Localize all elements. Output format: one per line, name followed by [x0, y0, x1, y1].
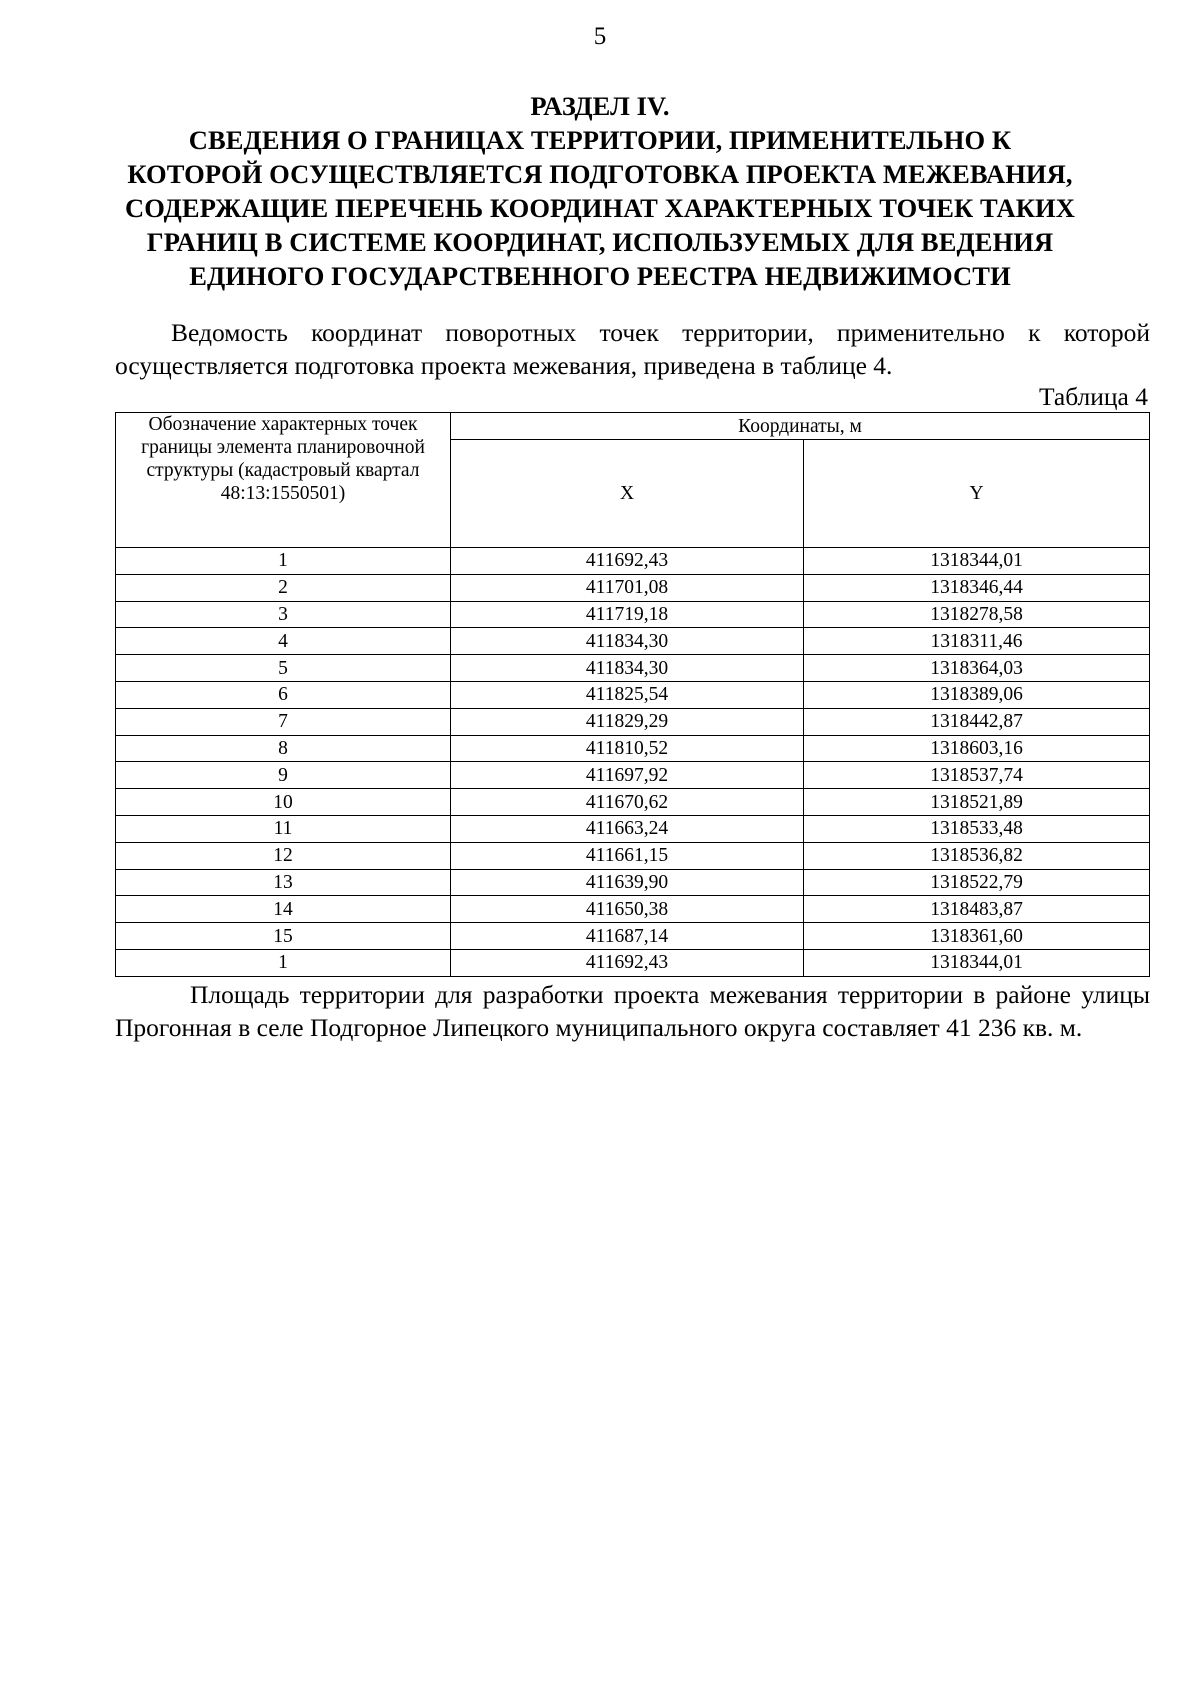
x-cell: 411834,30: [451, 655, 804, 682]
y-cell: 1318311,46: [804, 628, 1150, 655]
heading-line: СОДЕРЖАЩИЕ ПЕРЕЧЕНЬ КООРДИНАТ ХАРАКТЕРНЫХ ТОЧЕК ТАКИХ: [124, 193, 1076, 223]
point-cell: 1: [116, 548, 451, 575]
coordinates-table: [115, 412, 1150, 977]
y-cell: 1318536,82: [804, 842, 1150, 869]
x-cell: 411661,15: [451, 842, 804, 869]
table-row: [116, 735, 1150, 762]
point-cell: 7: [116, 708, 451, 735]
y-cell: 1318389,06: [804, 681, 1150, 708]
x-cell: 411692,43: [451, 548, 804, 575]
point-cell: 14: [116, 896, 451, 923]
x-cell: 411670,62: [451, 789, 804, 816]
x-cell: 411834,30: [451, 628, 804, 655]
point-cell: 10: [116, 789, 451, 816]
table-row: [116, 789, 1150, 816]
x-cell: 411663,24: [451, 815, 804, 842]
table-row: [116, 815, 1150, 842]
page-number: 5: [593, 23, 607, 50]
x-cell: 411650,38: [451, 896, 804, 923]
x-cell: 411639,90: [451, 869, 804, 896]
table-caption: Таблица 4: [1038, 382, 1148, 411]
table-row: [116, 574, 1150, 601]
table-body: [116, 548, 1150, 977]
y-cell: 1318346,44: [804, 574, 1150, 601]
y-cell: 1318603,16: [804, 735, 1150, 762]
area-paragraph: Площадь территории для разработки проекта межевания территории в районе улицы Прогонная в селе Подгорное Липецкого муниципального округа составляет 41 236 кв. м.: [115, 980, 1150, 1042]
heading-line: ГРАНИЦ В СИСТЕМЕ КООРДИНАТ, ИСПОЛЬЗУЕМЫХ ДЛЯ ВЕДЕНИЯ: [146, 227, 1054, 257]
point-cell: 2: [116, 574, 451, 601]
y-cell: 1318361,60: [804, 923, 1150, 950]
header-coordinates: Координаты, м: [451, 413, 1150, 440]
heading-line: СВЕДЕНИЯ О ГРАНИЦАХ ТЕРРИТОРИИ, ПРИМЕНИТЕЛЬНО К: [188, 125, 1012, 155]
table-row: [116, 923, 1150, 950]
point-cell: 12: [116, 842, 451, 869]
y-cell: 1318364,03: [804, 655, 1150, 682]
heading-line: РАЗДЕЛ IV.: [530, 91, 670, 121]
header-x: X: [451, 440, 804, 548]
x-cell: 411687,14: [451, 923, 804, 950]
header-y: Y: [804, 440, 1150, 548]
point-cell: 8: [116, 735, 451, 762]
x-cell: 411701,08: [451, 574, 804, 601]
point-cell: 4: [116, 628, 451, 655]
table-row: [116, 842, 1150, 869]
table-row: [116, 708, 1150, 735]
heading-line: КОТОРОЙ ОСУЩЕСТВЛЯЕТСЯ ПОДГОТОВКА ПРОЕКТА МЕЖЕВАНИЯ,: [127, 159, 1073, 189]
table-row: [116, 655, 1150, 682]
x-cell: 411829,29: [451, 708, 804, 735]
intro-paragraph: Ведомость координат поворотных точек территории, применительно к которой осуществляется подготовка проекта межевания, приведена в таблице 4.: [115, 318, 1150, 380]
table-row: [116, 949, 1150, 976]
heading-line: ЕДИНОГО ГОСУДАРСТВЕННОГО РЕЕСТРА НЕДВИЖИМОСТИ: [189, 261, 1011, 291]
point-cell: 1: [116, 949, 451, 976]
table-row: [116, 869, 1150, 896]
point-cell: 3: [116, 601, 451, 628]
y-cell: 1318483,87: [804, 896, 1150, 923]
y-cell: 1318344,01: [804, 548, 1150, 575]
y-cell: 1318522,79: [804, 869, 1150, 896]
y-cell: 1318537,74: [804, 762, 1150, 789]
x-cell: 411825,54: [451, 681, 804, 708]
point-cell: 11: [116, 815, 451, 842]
table-row: [116, 762, 1150, 789]
table-row: [116, 896, 1150, 923]
point-cell: 9: [116, 762, 451, 789]
point-cell: 6: [116, 681, 451, 708]
point-cell: 5: [116, 655, 451, 682]
point-cell: 13: [116, 869, 451, 896]
x-cell: 411692,43: [451, 949, 804, 976]
table-row: [116, 628, 1150, 655]
section-heading: [100, 89, 1100, 293]
x-cell: 411697,92: [451, 762, 804, 789]
y-cell: 1318278,58: [804, 601, 1150, 628]
x-cell: 411810,52: [451, 735, 804, 762]
table-row: [116, 601, 1150, 628]
table-row: [116, 548, 1150, 575]
table-row: [116, 681, 1150, 708]
y-cell: 1318521,89: [804, 789, 1150, 816]
header-point-designation: Обозначение характерных точек границы элемента планировочной структуры (кадастровый квартал 48:13:1550501): [116, 413, 451, 548]
y-cell: 1318442,87: [804, 708, 1150, 735]
point-cell: 15: [116, 923, 451, 950]
x-cell: 411719,18: [451, 601, 804, 628]
y-cell: 1318344,01: [804, 949, 1150, 976]
y-cell: 1318533,48: [804, 815, 1150, 842]
